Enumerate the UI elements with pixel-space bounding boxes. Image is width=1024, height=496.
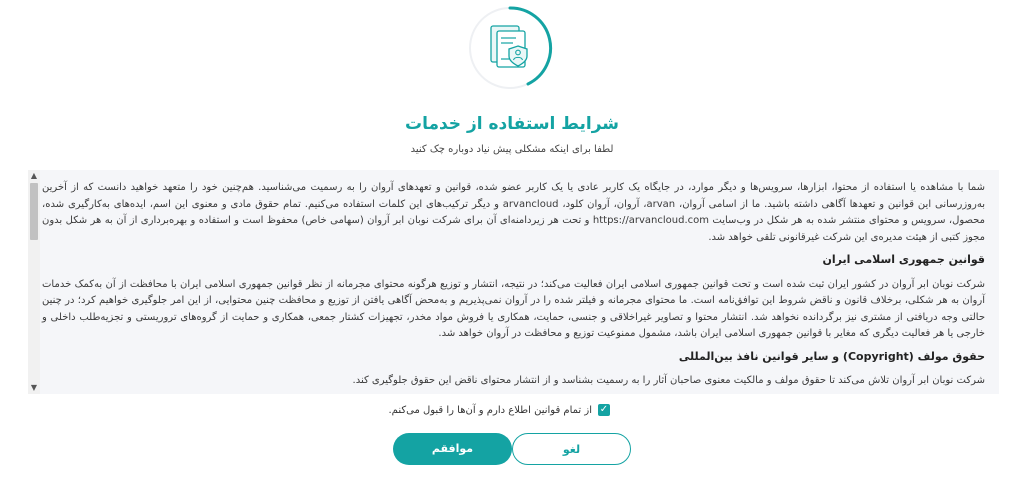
scroll-thumb[interactable] [30, 183, 38, 240]
accept-checkbox[interactable]: ✓ [599, 404, 609, 415]
section-heading-copyright: حقوق مولف (Copyright) و سایر قوانین نافذ بین‌المللی [678, 349, 985, 363]
document-shield-icon [466, 4, 554, 92]
page-title: شرایط استفاده از خدمات [404, 114, 619, 134]
cancel-button[interactable]: لغو [512, 433, 631, 465]
agree-button[interactable]: موافقم [393, 433, 512, 465]
scroll-down-icon[interactable]: ▼ [30, 383, 38, 392]
scroll-up-icon[interactable]: ▲ [30, 171, 38, 180]
terms-intro-paragraph: شما با مشاهده یا استفاده از محتوا، ابزارها، سرویس‌ها و دیگر موارد، در جایگاه یک کاربر عادی یا یک کاربر عضو شده، قوانین و تعهدهای آروان را به رسمیت می‌شناسید. هم‌چنین خود را متعهد خواهید دانست که از آخرین به‌روزرسانی این قوانین و تعهدها آگاهی داشته باشید. ما از اسامی آروان، arvan، آروان، آروان کلود، arvancloud و دیگر ترکیب‌های این کلمات استفاده می‌کنیم. تمام حقوق مادی و معنوی این اسم، ایده‌های به‌کارگیری شده، محصول، سرویس و محتوای منتشر شده به هر شکل در وب‌سایت https://arvancloud.com و تحت هر زیردامنه‌ای آن برای شرکت نوبان ابر آروان (سهامی خاص) محفوظ است و استفاده و بهره‌برداری از آن به هر شکل بدون مجوز کتبی از هیئت مدیره‌ی این شرکت غیرقانونی تلقی خواهد شد. [42, 182, 985, 243]
section-heading-iran-law: قوانین جمهوری اسلامی ایران [822, 253, 985, 266]
accept-terms-row[interactable] [389, 404, 611, 416]
accept-checkbox-label: از تمام قوانین اطلاع دارم و آن‌ها را قبول می‌کنم. [388, 404, 592, 416]
section-paragraph-copyright: شرکت نوبان ابر آروان تلاش می‌کند تا حقوق مولف و مالکیت معنوی صاحبان آثار را به رسمیت بشناسد و از انتشار محتوای ناقض این حقوق جلوگیری کند. [352, 375, 985, 386]
page-subtitle: لطفا برای اینکه مشکلی پیش نیاد دوباره چک کنید [410, 144, 614, 155]
scrollbar[interactable] [28, 170, 40, 394]
terms-scroll-area[interactable] [28, 170, 999, 394]
section-paragraph-iran-law: شرکت نوبان ابر آروان در کشور ایران ثبت شده است و تحت قوانین جمهوری اسلامی ایران فعالیت می‌کند؛ در نتیجه، انتشار و توزیع هرگونه محتوای مجرمانه از نظر قوانین جمهوری اسلامی ایران با محافظت از آن به‌کمک خدمات آروان به هر شکلی، برخلاف قانون و ناقض شروط این توافق‌نامه است. ما محتوای مجرمانه و فیلتر شده را در آروان نمی‌پذیریم و به‌محض آگاهی یافتن از توزیع و محافظت چنین محتوایی، از این امر جلوگیری خواهیم کرد؛ در چنین حالتی وجه دریافتی از مشتری نیز برگردانده نخواهد شد. انتشار محتوا و تصاویر غیراخلاقی و جنسی، حمایت، همکاری یا فروش مواد مخدر، تجهیزات کشتار جمعی، همکاری و حمایت از گروه‌های تروریستی و تجزیه‌طلب داخلی و خارجی یا هر فعالیت دیگری که مغایر با قوانین جمهوری اسلامی ایران باشد، مشمول ممنوعیت توزیع و محافظت در آروان خواهد شد. [42, 278, 985, 339]
terms-content [42, 180, 985, 394]
